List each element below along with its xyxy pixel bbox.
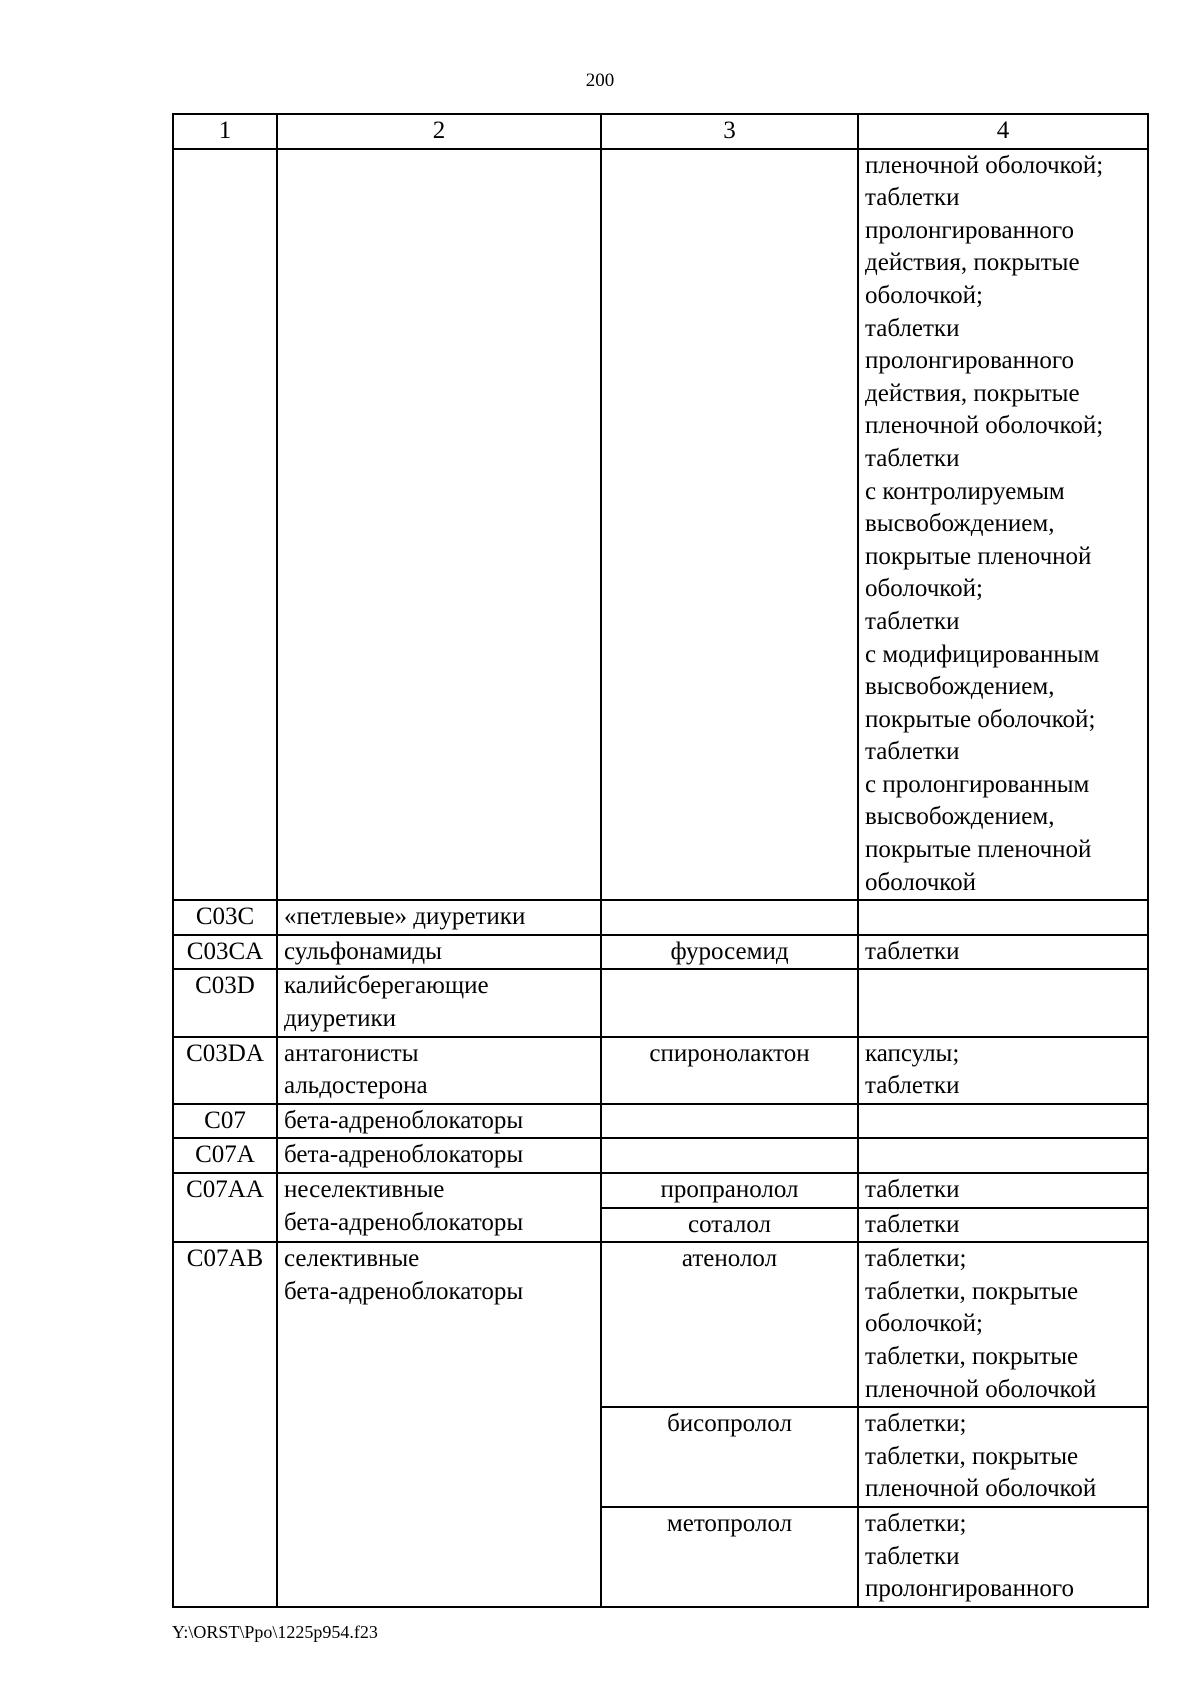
table-row-c03ca (173, 935, 1148, 970)
drug-cell (601, 149, 858, 901)
table-row-c03c (173, 900, 1148, 935)
code-cell: C07A (173, 1138, 277, 1173)
code-cell: C03C (173, 900, 277, 935)
drug-cell: соталол (601, 1208, 858, 1243)
drug-cell: метопролол (601, 1507, 858, 1607)
code-cell (173, 149, 277, 901)
drug-cell: пропранолол (601, 1173, 858, 1208)
column-header-2: 2 (277, 114, 601, 149)
drug-table (172, 113, 1149, 1608)
drug-cell (601, 1104, 858, 1139)
code-cell: C03DA (173, 1037, 277, 1104)
group-cell: неселективные бета-адреноблокаторы (277, 1173, 601, 1242)
forms-cell (858, 900, 1148, 935)
forms-cell: таблетки (858, 1173, 1148, 1208)
group-cell: бета-адреноблокаторы (277, 1104, 601, 1139)
table-row-c07ab (173, 1242, 1148, 1407)
forms-cell: таблетки (858, 1208, 1148, 1243)
drug-cell: атенолол (601, 1242, 858, 1407)
code-cell: C03D (173, 969, 277, 1036)
code-cell: C07AA (173, 1173, 277, 1242)
column-header-3: 3 (601, 114, 858, 149)
table-row-continued (173, 149, 1148, 901)
drug-cell (601, 969, 858, 1036)
drug-cell (601, 1138, 858, 1173)
column-header-4: 4 (858, 114, 1148, 149)
group-cell: «петлевые» диуретики (277, 900, 601, 935)
drug-cell: фуросемид (601, 935, 858, 970)
table-row-c07a (173, 1138, 1148, 1173)
table-row-c03d (173, 969, 1148, 1036)
forms-cell: таблетки (858, 935, 1148, 970)
drug-cell: спиронолактон (601, 1037, 858, 1104)
forms-cell: таблетки; таблетки пролонгированного (858, 1507, 1148, 1607)
table-row-c07aa (173, 1173, 1148, 1208)
forms-cell: таблетки; таблетки, покрытые оболочкой; таблетки, покрытые пленочной оболочкой (858, 1242, 1148, 1407)
forms-cell (858, 969, 1148, 1036)
forms-cell (858, 1104, 1148, 1139)
code-cell: C07 (173, 1104, 277, 1139)
table-row-c07 (173, 1104, 1148, 1139)
group-cell: антагонисты альдостерона (277, 1037, 601, 1104)
forms-cell: таблетки; таблетки, покрытые пленочной оболочкой (858, 1407, 1148, 1507)
group-cell: калийсберегающие диуретики (277, 969, 601, 1036)
group-cell (277, 149, 601, 901)
forms-cell: капсулы; таблетки (858, 1037, 1148, 1104)
file-path-footer: Y:\ORST\Ppo\1225p954.f23 (172, 1622, 378, 1642)
page-number: 200 (585, 70, 615, 91)
drug-cell (601, 900, 858, 935)
group-cell: селективные бета-адреноблокаторы (277, 1242, 601, 1607)
table-row-c03da (173, 1037, 1148, 1104)
group-cell: сульфонамиды (277, 935, 601, 970)
column-header-1: 1 (173, 114, 277, 149)
table-header-row (173, 114, 1148, 149)
forms-cell: пленочной оболочкой; таблетки пролонгированного действия, покрытые оболочкой; таблетки пролонгированного действия, покрытые пленочной оболочкой; таблетки с контролируемым высвобождением, покрытые пленочной оболочкой; таблетки с модифицированным высвобождением, покрытые оболочкой; таблетки с пролонгированным высвобождением, покрытые пленочной оболочкой (858, 149, 1148, 901)
code-cell: C03CA (173, 935, 277, 970)
forms-cell (858, 1138, 1148, 1173)
drug-cell: бисопролол (601, 1407, 858, 1507)
group-cell: бета-адреноблокаторы (277, 1138, 601, 1173)
code-cell: C07AB (173, 1242, 277, 1607)
